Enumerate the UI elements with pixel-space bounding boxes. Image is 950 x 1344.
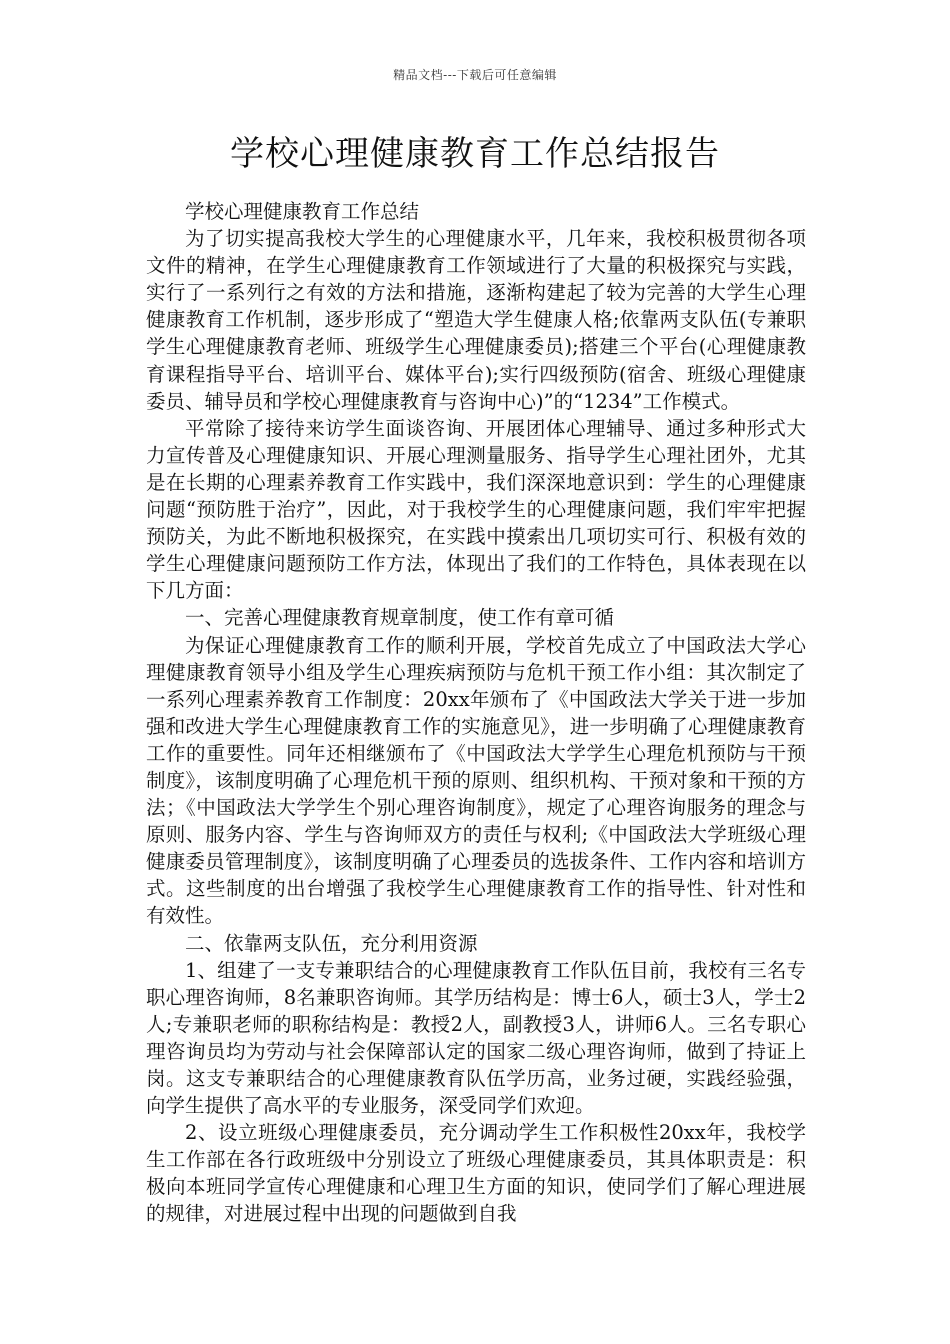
body-paragraph: 为保证心理健康教育工作的顺利开展，学校首先成立了中国政法大学心理健康教育领导小组及学生心理疾病预防与危机干预工作小组：其次制定了一系列心理素养教育工作制度：20xx年颁布了《中国政法大学关于进一步加强和改进大学生心理健康教育工作的实施意见》，进一步明确了心理健康教育工作的重要性。同年还相继颁布了《中国政法大学学生心理危机预防与干预制度》，该制度明确了心理危机干预的原则、组织机构、干预对象和干预的方法；《中国政法大学学生个别心理咨询制度》，规定了心理咨询服务的理念与原则、服务内容、学生与咨询师双方的责任与权利;《中国政法大学班级心理健康委员管理制度》，该制度明确了心理委员的选拔条件、工作内容和培训方式。这些制度的出台增强了我校学生心理健康教育工作的指导性、针对性和有效性。 (146, 633, 806, 928)
document-body (146, 198, 806, 1228)
body-paragraph: 1、组建了一支专兼职结合的心理健康教育工作队伍目前，我校有三名专职心理咨询师，8名兼职咨询师。其学历结构是：博士6人，硕士3人，学士2人;专兼职老师的职称结构是：教授2人，副教授3人，讲师6人。三名专职心理咨询员均为劳动与社会保障部认定的国家二级心理咨询师，做到了持证上岗。这支专兼职结合的心理健康教育队伍学历高，业务过硬，实践经验强，向学生提供了高水平的专业服务，深受同学们欢迎。 (146, 958, 806, 1118)
body-paragraph: 平常除了接待来访学生面谈咨询、开展团体心理辅导、通过多种形式大力宣传普及心理健康知识、开展心理测量服务、指导学生心理社团外，尤其是在长期的心理素养教育工作实践中，我们深深地意识到：学生的心理健康问题“预防胜于治疗”，因此，对于我校学生的心理健康问题，我们牢牢把握预防关，为此不断地积极探究，在实践中摸索出几项切实可行、积极有效的学生心理健康问题预防工作方法，体现出了我们的工作特色，具体表现在以下几方面： (146, 416, 806, 603)
body-paragraph: 2、设立班级心理健康委员，充分调动学生工作积极性20xx年，我校学生工作部在各行政班级中分别设立了班级心理健康委员，其具体职责是：积极向本班同学宣传心理健康和心理卫生方面的知识，使同学们了解心理进展的规律，对进展过程中出现的问题做到自我 (146, 1121, 806, 1226)
section-heading: 一、完善心理健康教育规章制度，使工作有章可循 (185, 606, 615, 630)
subtitle-paragraph: 学校心理健康教育工作总结 (185, 200, 420, 223)
header-note: 精品文档---下载后可任意编辑 (393, 68, 557, 82)
body-paragraph: 为了切实提高我校大学生的心理健康水平，几年来，我校积极贯彻各项文件的精神，在学生心理健康教育工作领域进行了大量的积极探究与实践，实行了一系列行之有效的方法和措施，逐渐构建起了较为完善的大学生心理健康教育工作机制，逐步形成了“塑造大学生健康人格;依靠两支队伍(专兼职学生心理健康教育老师、班级学生心理健康委员);搭建三个平台(心理健康教育课程指导平台、培训平台、媒体平台);实行四级预防(宿舍、班级心理健康委员、辅导员和学校心理健康教育与咨询中心)”的“1234”工作模式。 (146, 227, 806, 413)
document-title: 学校心理健康教育工作总结报告 (230, 134, 720, 174)
section-heading: 二、依靠两支队伍，充分利用资源 (185, 931, 478, 955)
